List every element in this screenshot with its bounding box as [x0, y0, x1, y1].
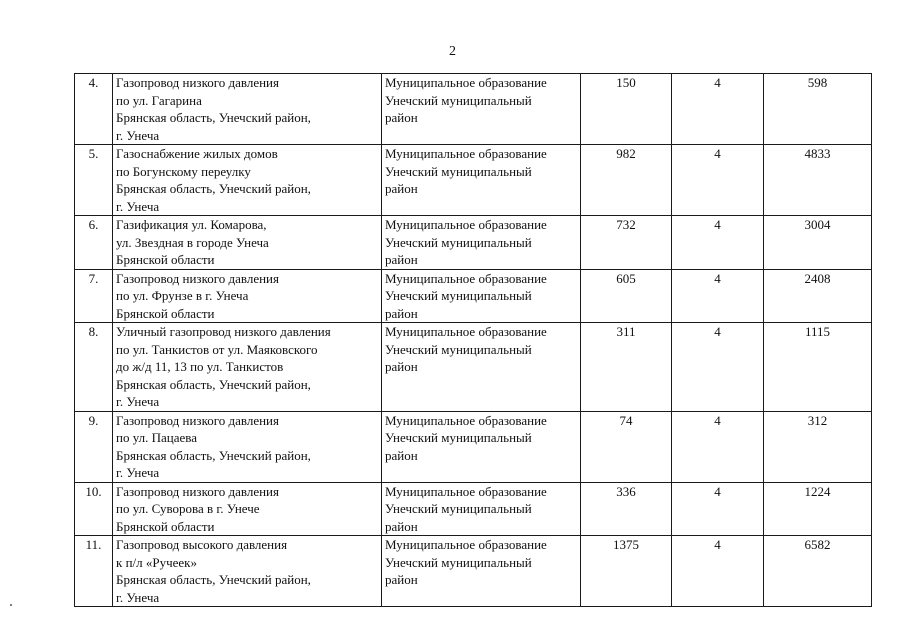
value-cell: 598 — [764, 74, 872, 145]
object-name-line: ул. Звездная в городе Унеча — [116, 234, 269, 250]
owner-line: Муниципальное образование — [385, 412, 547, 428]
owner-cell — [382, 411, 581, 482]
object-name-line: Брянская область, Унечский район, — [116, 376, 311, 392]
row-number-cell: 4. — [75, 74, 113, 145]
table-row — [75, 269, 872, 323]
object-name-line: Брянская область, Унечский район, — [116, 572, 311, 587]
value-cell: 312 — [764, 411, 872, 482]
row-number-cell: 8. — [75, 323, 113, 412]
page-number: 2 — [449, 44, 456, 59]
object-name-line: по ул. Суворова в г. Унече — [116, 501, 260, 516]
owner-line: Муниципальное образование — [385, 483, 547, 499]
owner-cell — [382, 269, 581, 323]
objects-table — [74, 73, 872, 607]
owner-line: Унечский муниципальный — [385, 234, 532, 250]
table-row — [75, 536, 872, 607]
row-number-cell: 5. — [75, 145, 113, 216]
owner-line: Муниципальное образование — [385, 324, 547, 339]
object-name-cell — [113, 269, 382, 323]
object-name-line: до ж/д 11, 13 по ул. Танкистов — [116, 359, 284, 374]
owner-line: Унечский муниципальный — [385, 163, 532, 179]
object-name-line: г. Унеча — [116, 465, 160, 480]
owner-line: район — [385, 252, 418, 267]
table-row — [75, 74, 872, 145]
object-name-line: по ул. Пацаева — [116, 430, 198, 445]
owner-line: Муниципальное образование — [385, 270, 547, 286]
objects-table-body — [75, 74, 872, 607]
value-cell: 6582 — [764, 536, 872, 607]
class-cell: 4 — [672, 411, 764, 482]
object-name-line: по ул. Гагарина — [116, 92, 202, 108]
row-number-cell: 11. — [75, 536, 113, 607]
object-name-cell — [113, 216, 382, 270]
object-name-line: г. Унеча — [116, 127, 160, 143]
scan-speck — [10, 604, 12, 606]
owner-cell — [382, 323, 581, 412]
object-name-cell — [113, 536, 382, 607]
value-cell: 3004 — [764, 216, 872, 270]
owner-line: Муниципальное образование — [385, 217, 547, 232]
table-row — [75, 482, 872, 536]
object-name-line: Газопровод низкого давления — [116, 483, 279, 499]
object-name-line: по ул. Фрунзе в г. Унеча — [116, 288, 249, 303]
object-name-cell — [113, 411, 382, 482]
table-row — [75, 216, 872, 270]
object-name-line: г. Унеча — [116, 589, 160, 605]
owner-line: район — [385, 359, 418, 374]
object-name-line: Брянская область, Унечский район, — [116, 181, 311, 196]
owner-line: Унечский муниципальный — [385, 430, 532, 445]
owner-line: район — [385, 181, 418, 196]
length-cell: 74 — [581, 411, 672, 482]
owner-line: Муниципальное образование — [385, 75, 547, 90]
owner-cell — [382, 536, 581, 607]
owner-line: район — [385, 572, 418, 587]
table-row — [75, 145, 872, 216]
object-name-line: по ул. Танкистов от ул. Маяковского — [116, 341, 318, 357]
owner-line: Муниципальное образование — [385, 537, 547, 552]
row-number-cell: 10. — [75, 482, 113, 536]
owner-cell — [382, 145, 581, 216]
owner-line: Унечский муниципальный — [385, 288, 532, 303]
row-number-cell: 6. — [75, 216, 113, 270]
class-cell: 4 — [672, 216, 764, 270]
object-name-line: Брянской области — [116, 305, 215, 321]
length-cell: 336 — [581, 482, 672, 536]
owner-line: район — [385, 447, 418, 463]
object-name-line: Уличный газопровод низкого давления — [116, 324, 331, 339]
object-name-cell — [113, 323, 382, 412]
object-name-cell — [113, 482, 382, 536]
length-cell: 1375 — [581, 536, 672, 607]
value-cell: 4833 — [764, 145, 872, 216]
owner-line: район — [385, 110, 418, 125]
owner-line: район — [385, 305, 418, 321]
object-name-line: Газопровод низкого давления — [116, 75, 279, 90]
owner-cell — [382, 482, 581, 536]
class-cell: 4 — [672, 269, 764, 323]
object-name-line: Брянской области — [116, 518, 215, 534]
class-cell: 4 — [672, 536, 764, 607]
object-name-line: Брянская область, Унечский район, — [116, 110, 311, 125]
object-name-line: к п/л «Ручеек» — [116, 554, 197, 570]
object-name-line: Газоснабжение жилых домов — [116, 146, 278, 161]
object-name-line: Газопровод низкого давления — [116, 270, 279, 286]
class-cell: 4 — [672, 482, 764, 536]
row-number-cell: 7. — [75, 269, 113, 323]
owner-line: Унечский муниципальный — [385, 554, 532, 570]
length-cell: 982 — [581, 145, 672, 216]
owner-line: Унечский муниципальный — [385, 341, 532, 357]
object-name-cell — [113, 145, 382, 216]
value-cell: 1115 — [764, 323, 872, 412]
object-name-line: г. Унеча — [116, 394, 160, 409]
owner-line: Унечский муниципальный — [385, 92, 532, 108]
object-name-cell — [113, 74, 382, 145]
length-cell: 732 — [581, 216, 672, 270]
owner-line: Муниципальное образование — [385, 146, 547, 161]
object-name-line: по Богунскому переулку — [116, 163, 251, 179]
object-name-line: Газификация ул. Комарова, — [116, 217, 267, 232]
table-row — [75, 323, 872, 412]
object-name-line: Газопровод высокого давления — [116, 537, 288, 552]
table-row — [75, 411, 872, 482]
value-cell: 1224 — [764, 482, 872, 536]
length-cell: 150 — [581, 74, 672, 145]
owner-line: район — [385, 518, 418, 534]
owner-cell — [382, 74, 581, 145]
class-cell: 4 — [672, 74, 764, 145]
class-cell: 4 — [672, 145, 764, 216]
row-number-cell: 9. — [75, 411, 113, 482]
object-name-line: г. Унеча — [116, 198, 160, 214]
owner-cell — [382, 216, 581, 270]
object-name-line: Газопровод низкого давления — [116, 412, 279, 428]
class-cell: 4 — [672, 323, 764, 412]
length-cell: 605 — [581, 269, 672, 323]
length-cell: 311 — [581, 323, 672, 412]
object-name-line: Брянская область, Унечский район, — [116, 447, 311, 463]
owner-line: Унечский муниципальный — [385, 501, 532, 516]
object-name-line: Брянской области — [116, 252, 215, 267]
value-cell: 2408 — [764, 269, 872, 323]
